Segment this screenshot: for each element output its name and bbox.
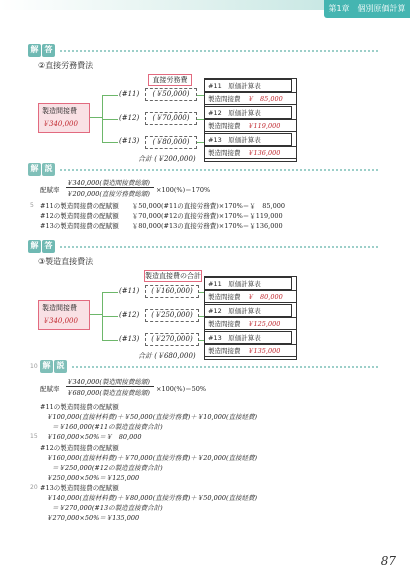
explanation-line: ＝￥250,000(#12の製造直接費合計) [52,464,163,472]
cost-sheet-row: 製造間接費 ￥ 85,000 [204,92,297,105]
basis-amount: (￥160,000) [145,285,199,298]
connector [102,316,118,317]
dotted-rule [60,246,378,248]
rate-numerator: ￥340,000(製造間接費総額) [66,378,150,386]
explanation-line: ＝￥160,000(#11の製造直接費合計) [52,423,163,431]
connector [90,117,102,118]
rate-result: ×100(%)＝170% [156,186,211,194]
connector [90,314,102,315]
rate-numerator: ￥340,000(製造間接費総額) [66,179,150,187]
basis-total: 合計 (￥200,000) [138,155,196,163]
cost-sheet-header: #11 原価計算表 [204,277,292,290]
chapter-tab: 第1章 個別原価計算 [324,0,410,18]
section-title: ②直接労務費法 [38,61,94,70]
dotted-rule [60,50,378,52]
connector [102,340,118,341]
section-title: ③製造直接費法 [38,257,94,266]
explanation-line: ￥100,000(直接材料費)＋￥50,000(直接労務費)＋￥10,000(直接経費) [46,413,258,421]
job-label: (#12) [119,311,140,319]
explanation-line: #13の製造間接費の配賦額 [40,484,119,492]
cost-sheet-row: 製造間接費 ￥ 80,000 [204,290,297,303]
basis-total: 合計 (￥680,000) [138,352,196,360]
rate-denominator: ￥680,000(製造直接費総額) [66,389,150,397]
answer-badge: 解 答 [28,44,55,57]
cost-sheet-row: 製造間接費 ￥135,000 [204,344,297,357]
job-label: (#12) [119,114,140,122]
basis-amount: (￥50,000) [145,88,197,101]
job-label: (#11) [119,287,140,295]
line-number: 20 [30,484,38,491]
explanation-badge: 解 説 [40,360,67,373]
line-number: 15 [30,433,38,440]
cost-sheet-row: 製造間接費 ￥125,000 [204,317,297,330]
basis-label: 製造直接費の合計 [145,272,201,280]
fraction-bar [66,187,154,188]
cost-sheet-row: 製造間接費 ￥119,000 [204,119,297,132]
rate-result: ×100(%)＝50% [156,385,207,393]
explanation-line: #13の製造間接費の配賦額 ￥80,000(#13の直接労務費)×170%＝￥136,000 [40,222,283,230]
fraction-bar [66,386,154,387]
cost-sheet-header: #11 原価計算表 [204,79,292,92]
explanation-badge: 解 説 [28,163,55,176]
overhead-total-box: 製造間接費 ￥340,000 [38,103,90,133]
explanation-line: ＝￥270,000(#13の製造直接費合計) [52,504,163,512]
rate-label: 配賦率 [40,186,60,194]
explanation-line: ￥140,000(直接材料費)＋￥80,000(直接労務費)＋￥50,000(直接経費) [46,494,258,502]
cost-sheet-header: #13 原価計算表 [204,133,292,146]
explanation-line: #11の製造間接費の配賦額 [40,403,119,411]
basis-amount: (￥80,000) [145,136,197,149]
explanation-line: ￥250,000×50%＝￥125,000 [46,474,140,482]
rate-label: 配賦率 [40,385,60,393]
job-label: (#13) [119,335,140,343]
answer-badge: 解 答 [28,240,55,253]
basis-label: 直接労務費 [148,74,192,86]
basis-amount: (￥270,000) [145,333,199,346]
basis-amount: (￥70,000) [145,112,197,125]
connector [102,119,118,120]
explanation-line: ￥270,000×50%＝￥135,000 [46,514,140,522]
cost-sheet-header: #12 原価計算表 [204,304,292,317]
job-label: (#13) [119,137,140,145]
connector [102,142,118,143]
dotted-rule [60,169,378,171]
cost-sheet-header: #12 原価計算表 [204,106,292,119]
job-label: (#11) [119,90,140,98]
explanation-line: #11の製造間接費の配賦額 ￥50,000(#11の直接労務費)×170%＝￥ 85,000 [40,202,286,210]
connector [102,95,118,96]
page-number: 87 [380,554,396,568]
overhead-total-box: 製造間接費 ￥340,000 [38,300,90,330]
cost-sheet-row: 製造間接費 ￥136,000 [204,146,297,159]
line-number: 10 [30,363,38,370]
connector [102,292,118,293]
explanation-line: ￥160,000×50%＝￥ 80,000 [46,433,142,441]
dotted-rule [72,366,378,368]
explanation-line: ￥160,000(直接材料費)＋￥70,000(直接労務費)＋￥20,000(直接経費) [46,454,258,462]
line-number: 5 [30,202,34,209]
explanation-line: #12の製造間接費の配賦額 ￥70,000(#12の直接労務費)×170%＝￥119,000 [40,212,283,220]
basis-amount: (￥250,000) [145,309,199,322]
cost-sheet-header: #13 原価計算表 [204,331,292,344]
explanation-line: #12の製造間接費の配賦額 [40,444,119,452]
rate-denominator: ￥200,000(直接労務費総額) [66,190,150,198]
